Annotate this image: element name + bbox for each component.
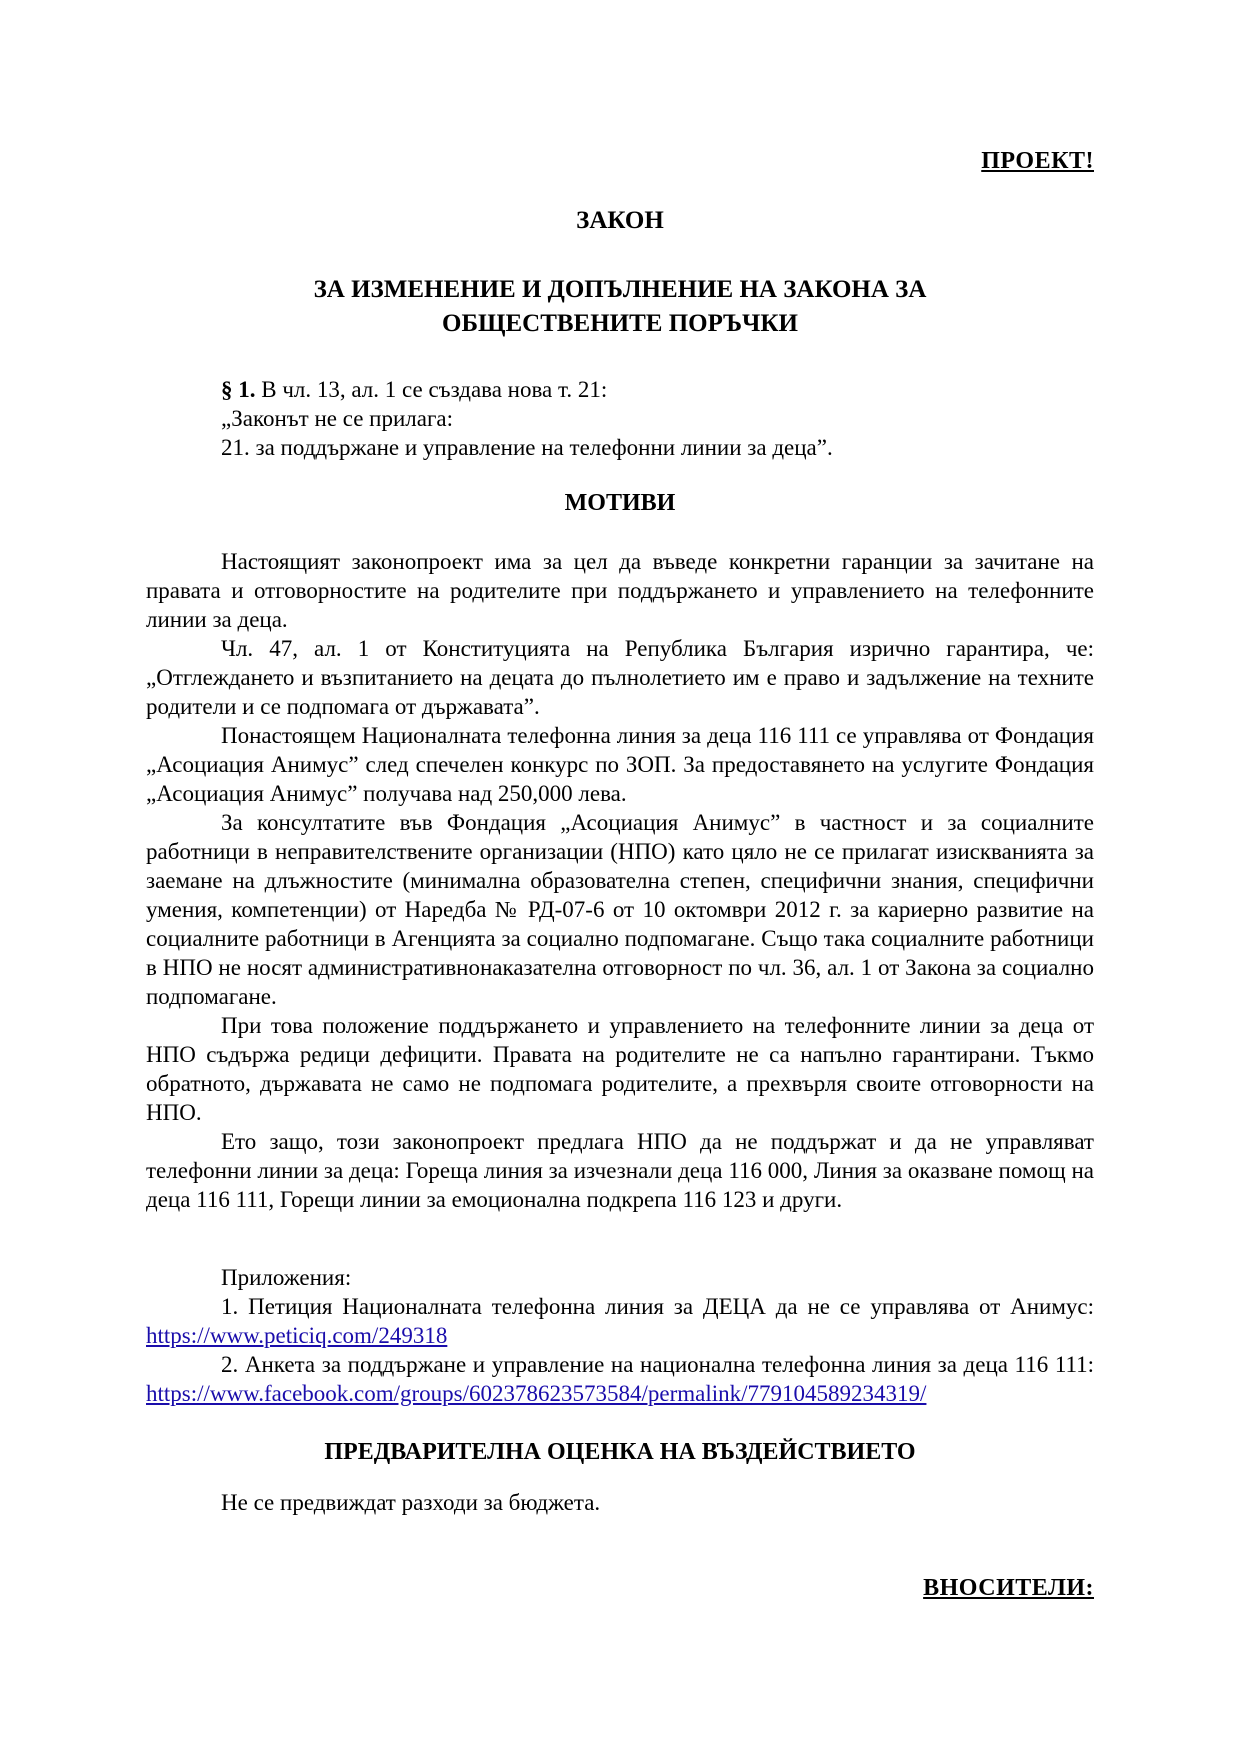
motives-paragraph: Настоящият законопроект има за цел да въведе конкретни гаранции за зачитане на правата и отговорностите на родителите при поддържането и управлението на телефонните линии за деца. — [146, 549, 1094, 632]
motives-paragraph: При това положение поддържането и управлението на телефонните линии за деца от НПО съдържа редици дефицити. Правата на родителите не са напълно гарантирани. Тъкмо обратното, държавата не само не подпомага родителите, а прехвърля своите отговорности на НПО. — [146, 1013, 1094, 1125]
law-subtitle-line1: ЗА ИЗМЕНЕНИЕ И ДОПЪЛНЕНИЕ НА ЗАКОНА ЗА — [313, 276, 927, 303]
motives-title: МОТИВИ — [564, 490, 676, 516]
law-title: ЗАКОН — [576, 207, 664, 234]
attachment-item-2 — [146, 1350, 1094, 1408]
law-subtitle-line2: ОБЩЕСТВЕНИТЕ ПОРЪЧКИ — [442, 310, 798, 337]
section-1-intro: В чл. 13, ал. 1 се създава нова т. 21: — [255, 377, 608, 402]
attachment-item-1 — [146, 1292, 1094, 1350]
assessment-text — [146, 1488, 1094, 1517]
submitters-label: ВНОСИТЕЛИ: — [923, 1575, 1094, 1601]
attachments-heading: Приложения: — [221, 1265, 352, 1290]
motives-body — [146, 547, 1094, 1214]
section-1-line1 — [146, 375, 1094, 404]
motives-paragraph: Ето защо, този законопроект предлага НПО да не поддържат и да не управляват телефонни линии за деца: Гореща линия за изчезнали деца 116 000, Линия за оказване помощ на деца 116 111, Горещи линии за емоционална подкрепа 116 123 и други. — [146, 1129, 1094, 1212]
petition-link[interactable]: https://www.peticiq.com/249318 — [146, 1323, 448, 1348]
survey-link[interactable]: https://www.facebook.com/groups/602378623573584/permalink/779104589234319/ — [146, 1381, 927, 1406]
attachments — [146, 1263, 1094, 1408]
section-1-label: § 1. — [221, 377, 256, 402]
section-1-line3: 21. за поддържане и управление на телефонни линии за деца”. — [221, 435, 833, 460]
motives-paragraph: Чл. 47, ал. 1 от Конституцията на Република България изрично гарантира, че: „Отглеждането и възпитанието на децата до пълнолетието им е право и задължение на техните родители и се подпомага от държавата”. — [146, 636, 1094, 719]
assessment-title: ПРЕДВАРИТЕЛНА ОЦЕНКА НА ВЪЗДЕЙСТВИЕТО — [324, 1439, 916, 1465]
motives-paragraph: Понастоящем Националната телефонна линия за деца 116 111 се управлява от Фондация „Асоциация Анимус” след спечелен конкурс по ЗОП. За предоставянето на услугите Фондация „Асоциация Анимус” получава над 250,000 лева. — [146, 723, 1094, 806]
attachment-item-2-text: 2. Анкета за поддържане и управление на национална телефонна линия за деца 116 111: — [221, 1352, 1094, 1377]
motives-paragraph: За консултатите във Фондация „Асоциация Анимус” в частност и за социалните работници в неправителствените организации (НПО) като цяло не се прилагат изискванията за заемане на длъжностите (минимална образователна степен, специфични знания, специфични умения, компетенции) от Наредба № РД-07-6 от 10 октомври 2012 г. за кариерно развитие на социалните работници в Агенцията за социално подпомагане. Също така социалните работници в НПО не носят административнонаказателна отговорност по чл. 36, ал. 1 от Закона за социално подпомагане. — [146, 810, 1094, 1009]
assessment-text-line: Не се предвиждат разходи за бюджета. — [221, 1490, 601, 1515]
project-mark: ПРОЕКТ! — [981, 148, 1094, 174]
section-1 — [146, 375, 1094, 462]
law-subtitle — [146, 273, 1094, 341]
attachment-item-1-text: 1. Петиция Националната телефонна линия за ДЕЦА да не се управлява от Анимус: — [221, 1294, 1094, 1319]
section-1-line2: „Законът не се прилага: — [221, 406, 453, 431]
